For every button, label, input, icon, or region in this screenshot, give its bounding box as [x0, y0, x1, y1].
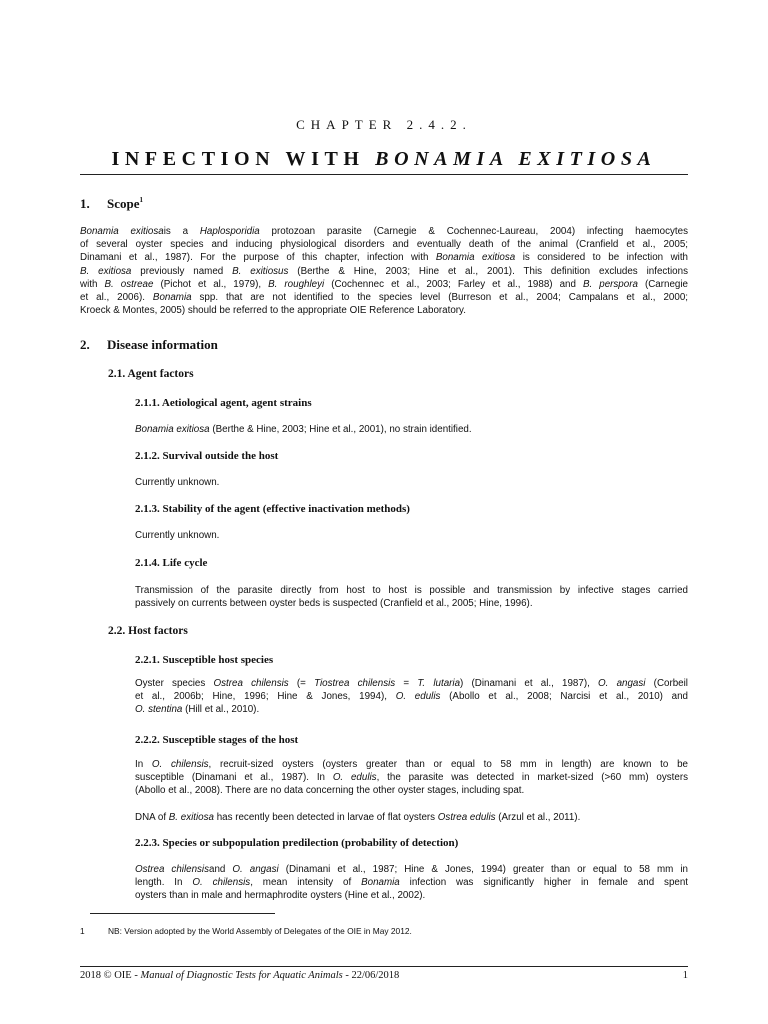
footnote-ref: 1	[139, 196, 143, 204]
italic-term: Tiostrea chilensis	[314, 678, 396, 689]
text-line: Ostrea chilensisand O. angasi (Dinamani et al., 1987; Hine & Jones, 1994) greater than or equal to 58 mm in	[135, 864, 688, 875]
italic-term: O. angasi	[232, 864, 279, 875]
footnote	[80, 926, 412, 936]
italic-term: O. chilensis	[151, 759, 209, 770]
italic-term: B. perspora	[582, 278, 638, 290]
italic-term: O. chilensis	[192, 877, 251, 889]
heading-susceptible-species: 2.2.1. Susceptible host species	[135, 654, 274, 666]
italic-term: B. exitiosus	[232, 265, 289, 277]
text-line: oysters than in male and hermaphrodite oysters (Hine et al., 2002).	[135, 890, 426, 902]
italic-term: Haplosporidia	[199, 226, 260, 237]
heading-scope	[80, 196, 143, 212]
page-number: 1	[682, 970, 688, 981]
footnote-number: 1	[80, 926, 85, 936]
italic-term: Ostrea edulis	[437, 812, 496, 823]
italic-term: T. lutaria	[417, 678, 461, 689]
title-italic: BONAMIA EXITIOSA	[375, 148, 657, 170]
susceptible-stages-paragraph-2	[135, 811, 688, 824]
text-line: et al., 2006). Bonamia spp. that are not identified to the species level (Burreson et al., 2004; Campalans et al., 2000;	[80, 292, 688, 304]
text-line: length. In O. chilensis, mean intensity of Bonamia infection was significantly higher in female and spent	[135, 877, 689, 889]
heading-stability: 2.1.3. Stability of the agent (effective inactivation methods)	[135, 503, 410, 515]
section-label: Disease information	[107, 337, 218, 352]
section-number: 2.	[80, 337, 90, 352]
italic-term: Bonamia exitiosa	[80, 226, 164, 237]
chapter-number: CHAPTER 2.4.2.	[296, 117, 472, 132]
heading-survival: 2.1.2. Survival outside the host	[135, 450, 279, 462]
heading-susceptible-stages: 2.2.2. Susceptible stages of the host	[135, 734, 299, 746]
title-prefix: INFECTION WITH	[111, 148, 376, 170]
text-line: Dinamani et al., 1987). For the purpose of this chapter, infection with Bonamia exitiosa is considered to be infection with	[80, 252, 688, 264]
stability-paragraph	[135, 529, 688, 542]
scope-paragraph	[80, 225, 688, 317]
italic-term: Ostrea chilensis	[135, 864, 210, 875]
italic-term: Ostrea chilensis	[213, 678, 289, 689]
italic-term: Bonamia	[152, 292, 192, 304]
heading-life-cycle: 2.1.4. Life cycle	[135, 557, 208, 569]
footnote-text: NB: Version adopted by the World Assembly of Delegates of the OIE in May 2012.	[108, 926, 412, 936]
text-line: In O. chilensis, recruit-sized oysters (oysters greater than or equal to 58 mm in length) are known to be	[135, 759, 688, 770]
section-number: 1.	[80, 196, 90, 211]
italic-term: O. stentina	[135, 704, 183, 716]
text-line: Bonamia exitiosais a Haplosporidia protozoan parasite (Carnegie & Cochennec-Laureau, 2004) infecting haemocytes	[80, 226, 688, 237]
text-line: Currently unknown.	[135, 477, 220, 488]
text-line: Transmission of the parasite directly from host to host is possible and transmission by infective stages carried	[135, 585, 688, 596]
section-label: Scope	[107, 196, 140, 211]
heading-predilection: 2.2.3. Species or subpopulation predilection (probability of detection)	[135, 837, 459, 849]
text-line: Currently unknown.	[135, 530, 220, 541]
susceptible-species-paragraph	[135, 677, 688, 717]
italic-term: Bonamia exitiosa	[135, 424, 210, 435]
text-line: O. stentina (Hill et al., 2010).	[135, 704, 260, 716]
text-line: Bonamia exitiosa (Berthe & Hine, 2003; Hine et al., 2001), no strain identified.	[135, 424, 472, 435]
footer-manual-title: Manual of Diagnostic Tests for Aquatic Animals	[140, 970, 343, 981]
heading-aetiological-agent: 2.1.1. Aetiological agent, agent strains	[135, 397, 312, 409]
italic-term: O. angasi	[598, 678, 646, 689]
text-line: DNA of B. exitiosa has recently been detected in larvae of flat oysters Ostrea edulis (Arzul et al., 2011).	[135, 812, 581, 823]
footer-date: - 22/06/2018	[342, 970, 400, 981]
italic-term: O. edulis	[395, 691, 441, 703]
aetiological-paragraph	[135, 423, 688, 436]
susceptible-stages-paragraph-1	[135, 758, 688, 798]
text-line: B. exitiosa previously named B. exitiosus (Berthe & Hine, 2003; Hine et al., 2001). This definition excludes infections	[80, 265, 688, 277]
life-cycle-paragraph	[135, 584, 688, 610]
heading-agent-factors: 2.1. Agent factors	[108, 368, 194, 380]
text-line: Kroeck & Montes, 2005) should be referred to the appropriate OIE Reference Laboratory.	[80, 305, 466, 317]
italic-term: O. edulis	[332, 772, 377, 784]
page-title	[0, 148, 768, 171]
italic-term: B. exitiosa	[80, 265, 132, 277]
title-rule	[80, 174, 688, 175]
text-line: of several oyster species and inducing physiological disorders and eventually death of the animal (Cranfield et al., 2005;	[80, 239, 688, 251]
text-line: et al., 2006b; Hine, 1996; Hine & Jones, 1994), O. edulis (Abollo et al., 2008; Narcisi et al., 2010) and	[135, 691, 689, 703]
italic-term: B. roughleyi	[268, 278, 325, 290]
footer-rule	[80, 966, 688, 967]
text-line: (Abollo et al., 2008). There are no data concerning the other oyster stages, including spat.	[135, 785, 525, 797]
text-line: with B. ostreae (Pichot et al., 1979), B. roughleyi (Cochennec et al., 2003; Farley et al., 1988) and B. perspora (Carnegie	[80, 278, 688, 290]
survival-paragraph	[135, 476, 688, 489]
predilection-paragraph	[135, 863, 688, 903]
italic-term: B. exitiosa	[168, 812, 214, 823]
italic-term: B. ostreae	[104, 278, 154, 290]
footnote-rule	[90, 913, 275, 914]
footer-copyright: 2018 © OIE -	[80, 970, 141, 981]
page-footer	[80, 970, 688, 981]
text-line: passively on currents between oyster beds is suspected (Cranfield et al., 2005; Hine, 1996).	[135, 598, 533, 610]
text-line: susceptible (Dinamani et al., 1987). In O. edulis, the parasite was detected in market-sized (>60 mm) oysters	[135, 772, 688, 784]
heading-disease-information	[80, 337, 218, 353]
text-line: Oyster species Ostrea chilensis (= Tiostrea chilensis = T. lutaria) (Dinamani et al., 1987), O. angasi (Corbeil	[135, 678, 688, 689]
italic-term: Bonamia exitiosa	[435, 252, 516, 264]
italic-term: Bonamia	[361, 877, 400, 889]
heading-host-factors: 2.2. Host factors	[108, 625, 188, 637]
